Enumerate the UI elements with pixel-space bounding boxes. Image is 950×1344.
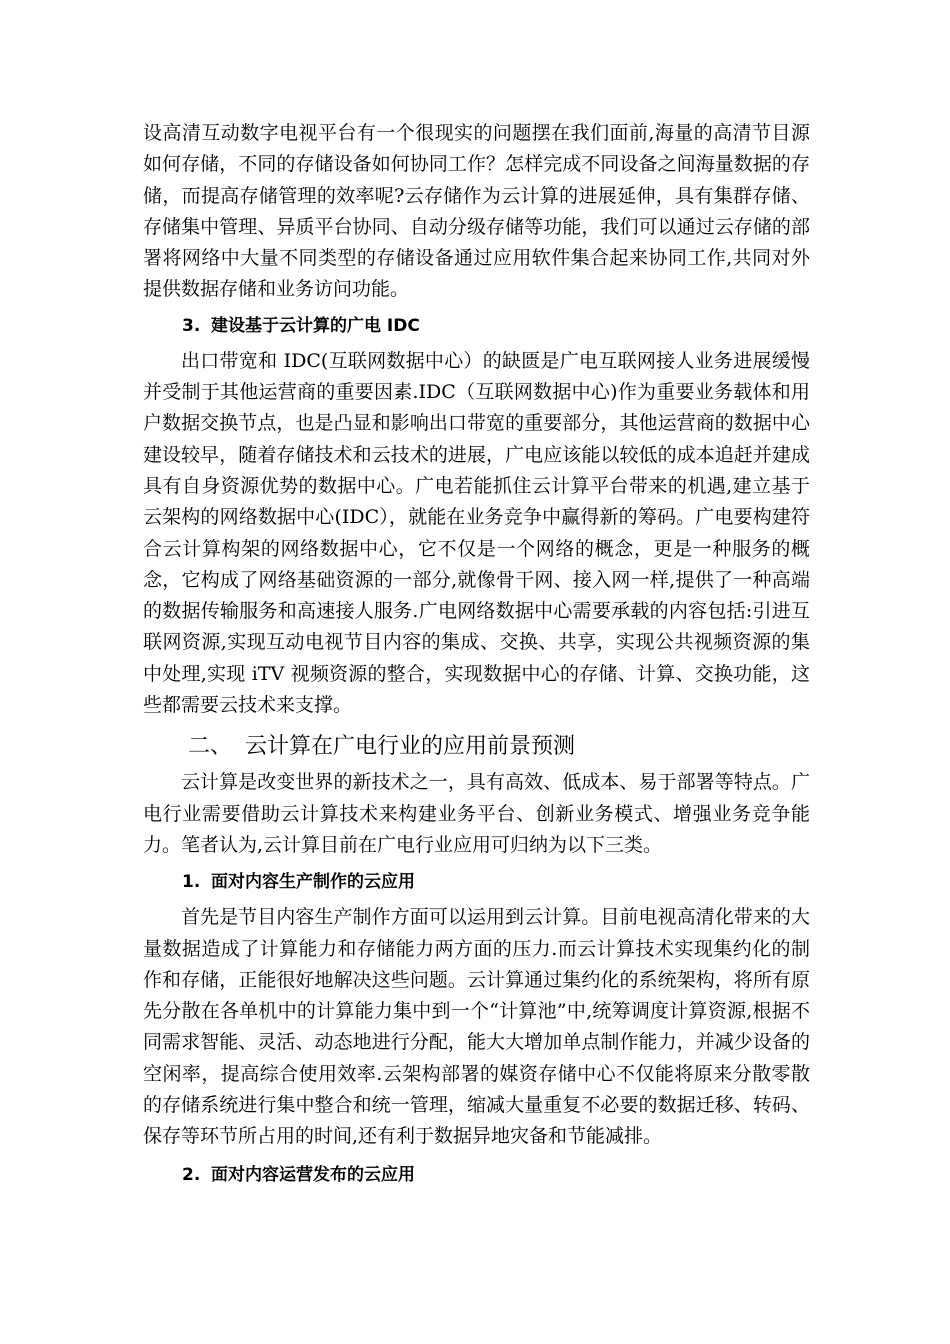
- subheading-text: 面对内容生产制作的云应用: [211, 872, 415, 893]
- subheading-number: 2.: [182, 1164, 201, 1185]
- subheading-number: 1.: [182, 872, 201, 893]
- paragraph-idc: 出口带宽和 IDC(互联网数据中心）的缺匮是广电互联网接人业务进展缓慢并受制于其他运营商的重要因素.IDC（互联网数据中心)作为重要业务载体和用户数据交换节点，也是凸显和影响出口带宽的重要部分，其他运营商的数据中心建设较早，随着存储技术和云技术的进展，广电应该能以较低的成本追赶并建成具有自身资源优势的数据中心。广电若能抓住云计算平台带来的机遇,建立基于云架构的网络数据中心(IDC），就能在业务竞争中赢得新的筹码。广电要构建符合云计算构架的网络数据中心，它不仅是一个网络的概念，更是一种服务的概念，它构成了网络基础资源的一部分,就像骨干网、接入网一样,提供了一种高端的数据传输服务和高速接人服务.广电网络数据中心需要承载的内容包括:引进互联网资源,实现互动电视节目内容的集成、交换、共享，实现公共视频资源的集中处理,实现 iTV 视频资源的整合，实现数据中心的存储、计算、交换功能，这些都需要云技术来支撑。: [143, 349, 810, 717]
- section-heading-text: 云计算在广电行业的应用前景预测: [245, 734, 576, 760]
- subheading-production: [143, 868, 810, 896]
- subheading-distribution: [143, 1161, 810, 1189]
- section-heading: [143, 729, 810, 765]
- subheading-text: 面对内容运营发布的云应用: [211, 1164, 415, 1185]
- document-body: [143, 118, 810, 1189]
- paragraph-cloud-storage: 设高清互动数字电视平台有一个很现实的问题摆在我们面前,海量的高清节目源如何存储，不同的存储设备如何协同工作？怎样完成不同设备之间海量数据的存储，而提高存储管理的效率呢?云存储作为云计算的进展延伸，具有集群存储、存储集中管理、异质平台协同、自动分级存储等功能，我们可以通过云存储的部署将网络中大量不同类型的存储设备通过应用软件集合起来协同工作,共同对外提供数据存储和业务访问功能。: [143, 122, 810, 301]
- subheading-number: 3.: [182, 315, 201, 336]
- subheading-idc: [143, 312, 810, 340]
- section-heading-number: 二、: [188, 734, 233, 760]
- paragraph-prospects: 云计算是改变世界的新技术之一，具有高效、低成本、易于部署等特点。广电行业需要借助云计算技术来构建业务平台、创新业务模式、增强业务竞争能力。笔者认为,云计算目前在广电行业应用可归纳为以下三类。: [143, 771, 810, 856]
- paragraph-production: 首先是节目内容生产制作方面可以运用到云计算。目前电视高清化带来的大量数据造成了计算能力和存储能力两方面的压力.而云计算技术实现集约化的制作和存储，正能很好地解决这些问题。云计算通过集约化的系统架构，将所有原先分散在各单机中的计算能力集中到一个“计算池”中,统筹调度计算资源,根据不同需求智能、灵活、动态地进行分配，能大大增加单点制作能力，并减少设备的空闲率，提高综合使用效率.云架构部署的媒资存储中心不仅能将原来分散零散的存储系统进行集中整合和统一管理，缩减大量重复不必要的数据迁移、转码、保存等环节所占用的时间,还有利于数据异地灾备和节能减排。: [143, 906, 810, 1148]
- subheading-text: 建设基于云计算的广电 IDC: [211, 315, 420, 336]
